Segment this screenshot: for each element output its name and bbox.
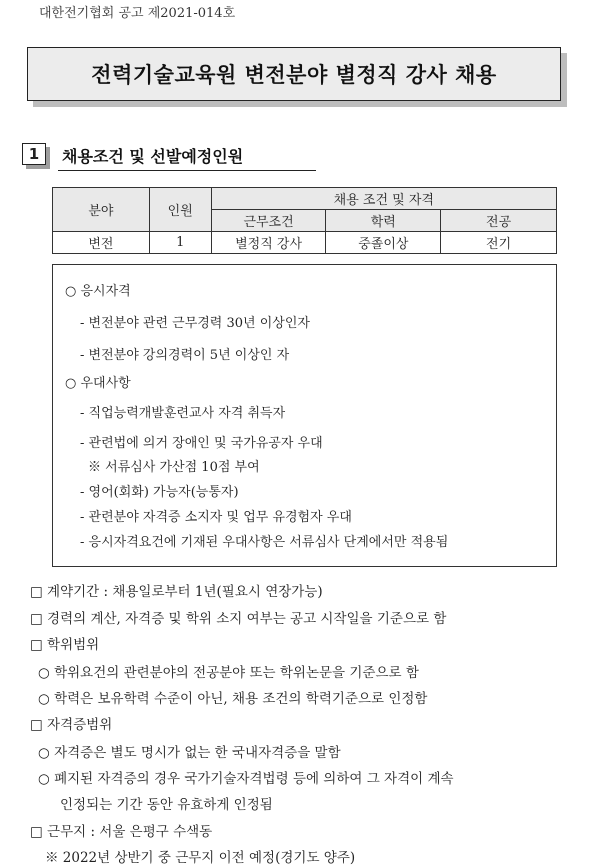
page-title: 전력기술교육원 변전분야 별정직 강사 채용 <box>91 63 497 87</box>
work-location: □ 근무지 : 서울 은평구 수색동 <box>30 824 213 840</box>
preference-heading: ○ 우대사항 <box>65 376 131 391</box>
title-frame <box>27 47 561 101</box>
note-item: ※ 서류심사 가산점 10점 부여 <box>88 460 260 475</box>
list-item: - 관련법에 의거 장애인 및 국가유공자 우대 <box>80 436 323 451</box>
header-count: 인원 <box>149 188 211 232</box>
section-number: 1 <box>22 143 46 165</box>
cell-field: 변전 <box>53 232 150 254</box>
cell-condition: 별정직 강사 <box>211 232 326 254</box>
list-item: - 관련분야 자격증 소지자 및 업무 유경험자 우대 <box>80 510 352 525</box>
list-item: - 응시자격요건에 기재된 우대사항은 서류심사 단계에서만 적용됨 <box>80 535 449 550</box>
relocation-note: ※ 2022년 상반기 중 근무지 이전 예정(경기도 양주) <box>45 850 356 866</box>
list-item: - 변전분야 강의경력이 5년 이상인 자 <box>80 348 290 363</box>
header-condition: 근무조건 <box>211 210 326 232</box>
cell-count: 1 <box>149 232 211 254</box>
list-item: - 영어(회화) 가능자(능통자) <box>80 485 239 500</box>
list-item: ○ 학위요건의 관련분야의 전공분야 또는 학위논문을 기준으로 함 <box>38 665 419 681</box>
cell-major: 전기 <box>441 232 557 254</box>
header-education: 학력 <box>326 210 441 232</box>
announcement-number: 대한전기협회 공고 제2021-014호 <box>39 6 236 21</box>
degree-scope-heading: □ 학위범위 <box>30 637 100 653</box>
section-title: 채용조건 및 선발예정인원 <box>62 147 244 166</box>
table-row <box>53 232 557 254</box>
title-banner <box>27 47 565 105</box>
list-item: ○ 자격증은 별도 명시가 없는 한 국내자격증을 말함 <box>38 745 341 761</box>
section-number-box <box>22 143 48 167</box>
cell-education: 중졸이상 <box>326 232 441 254</box>
certificate-scope-heading: □ 자격증범위 <box>30 717 113 733</box>
list-item: - 변전분야 관련 근무경력 30년 이상인자 <box>80 316 310 331</box>
list-item: ○ 폐지된 자격증의 경우 국가기술자격법령 등에 의하여 그 자격이 계속 <box>38 771 454 787</box>
qualification-heading: ○ 응시자격 <box>65 284 131 299</box>
career-calculation: □ 경력의 계산, 자격증 및 학위 소지 여부는 공고 시작일을 기준으로 함 <box>30 611 447 627</box>
header-field: 분야 <box>53 188 150 232</box>
qualifications-box <box>52 264 557 567</box>
contract-period: □ 계약기간 : 채용일로부터 1년(필요시 연장가능) <box>30 584 323 600</box>
list-item-continuation: 인정되는 기간 동안 유효하게 인정됨 <box>60 797 273 813</box>
list-item: ○ 학력은 보유학력 수준이 아닌, 채용 조건의 학력기준으로 인정함 <box>38 691 428 707</box>
section-heading <box>22 141 302 173</box>
header-major: 전공 <box>441 210 557 232</box>
recruitment-table <box>52 187 557 254</box>
header-conditions-group: 채용 조건 및 자격 <box>211 188 556 210</box>
section-underline <box>58 170 316 171</box>
list-item: - 직업능력개발훈련교사 자격 취득자 <box>80 406 286 421</box>
